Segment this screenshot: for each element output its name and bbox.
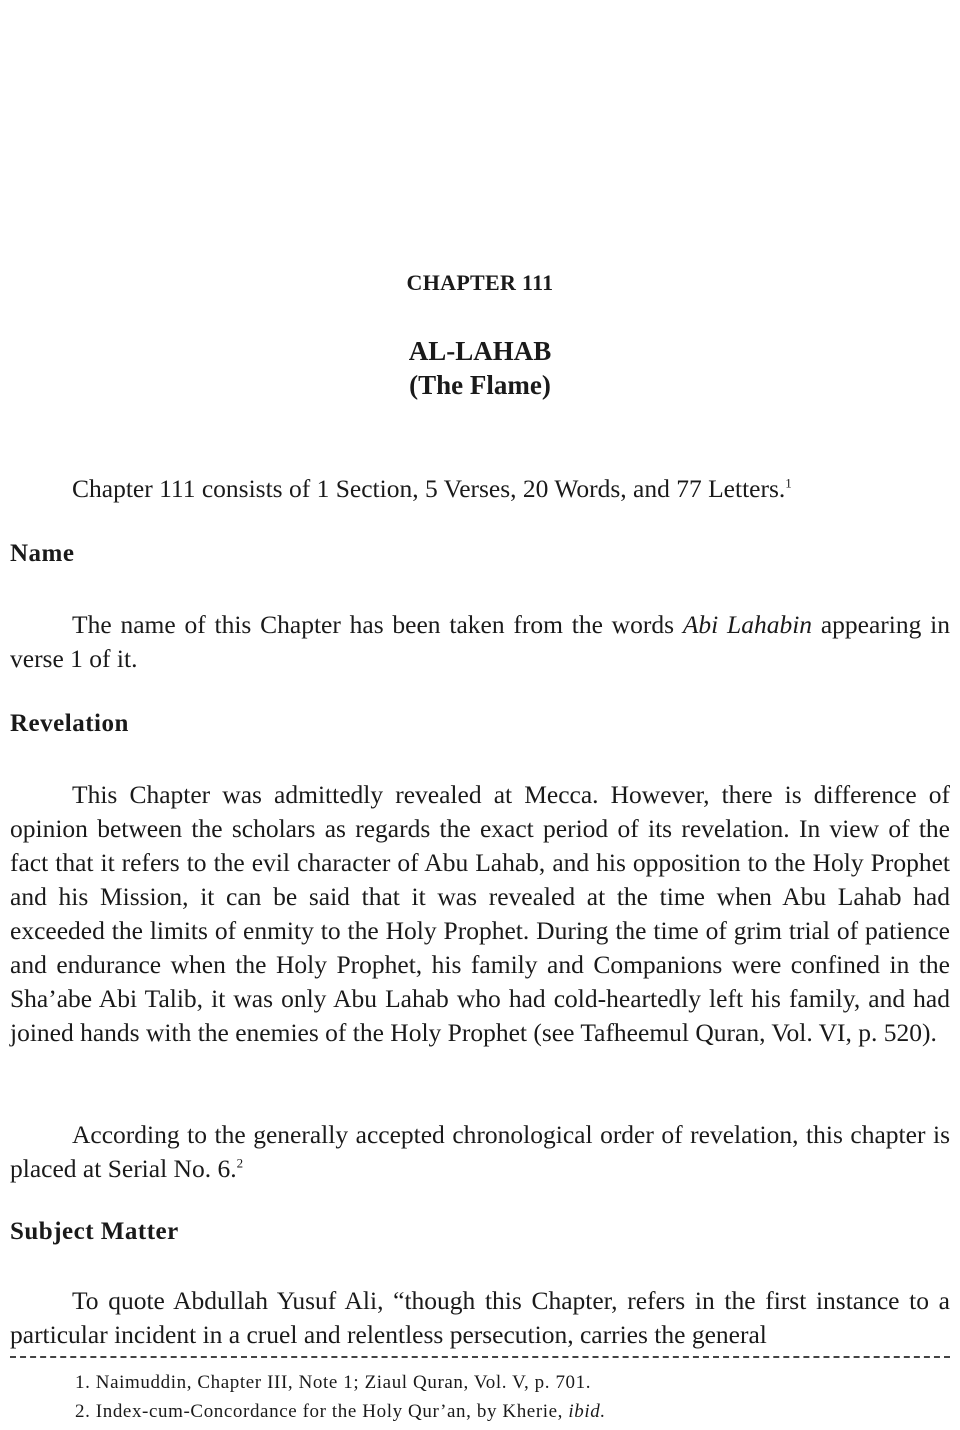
revelation-paragraph-2 xyxy=(10,1118,950,1186)
footnote-2-text: 2. Index-cum-Concordance for the Holy Qur’an, by Kherie, xyxy=(75,1401,569,1422)
revelation-text-1: This Chapter was admittedly revealed at Mecca. However, there is difference of opinion between the scholars as regards the exact period of its revelation. In view of the fact that it refers to the evil character of Abu Lahab, and his opposition to the Holy Prophet and his Mission, it can be said that it was revealed at the time when Abu Lahab had exceeded the limits of enmity to the Holy Prophet. During the time of grim trial of patience and endurance when the Holy Prophet, his family and Companions were confined in the Sha’abe Abi Talib, it was only Abu Lahab who had cold-heartedly left his family, and had joined hands with the enemies of the Holy Prophet (see Tafheemul Quran, Vol. VI, p. 520). xyxy=(10,780,950,1047)
footnote-1: 1. Naimuddin, Chapter III, Note 1; Ziaul Quran, Vol. V, p. 701. xyxy=(75,1372,592,1393)
chapter-title-block xyxy=(0,334,960,402)
chapter-number: CHAPTER 111 xyxy=(406,270,554,295)
name-paragraph xyxy=(10,608,950,676)
heading-subject-matter: Subject Matter xyxy=(10,1218,179,1245)
heading-name: Name xyxy=(10,540,75,567)
chapter-title: AL-LAHAB xyxy=(408,336,552,366)
name-italic-term: Abi Lahabin xyxy=(682,610,813,639)
name-text-after: appearing in verse 1 of it. xyxy=(10,610,950,673)
subject-paragraph xyxy=(10,1284,950,1352)
footnote-2 xyxy=(75,1401,606,1423)
intro-paragraph xyxy=(10,472,950,506)
intro-text: Chapter 111 consists of 1 Section, 5 Verses, 20 Words, and 77 Letters. xyxy=(72,474,786,503)
footnote-ref-2: 2 xyxy=(236,1155,244,1171)
revelation-text-2: According to the generally accepted chronological order of revelation, this chapter is placed at Serial No. 6. xyxy=(10,1120,950,1183)
footnote-2-italic: ibid. xyxy=(568,1401,606,1422)
footnote-ref-1: 1 xyxy=(785,475,792,491)
subject-text: To quote Abdullah Yusuf Ali, “though this Chapter, refers in the first instance to a particular incident in a cruel and relentless persecution, carries the general xyxy=(10,1286,950,1349)
revelation-paragraph-1 xyxy=(10,778,950,1050)
chapter-subtitle: (The Flame) xyxy=(409,370,551,400)
name-text-before: The name of this Chapter has been taken from the words xyxy=(72,610,683,639)
footnote-divider xyxy=(10,1356,950,1358)
heading-revelation: Revelation xyxy=(10,710,129,737)
